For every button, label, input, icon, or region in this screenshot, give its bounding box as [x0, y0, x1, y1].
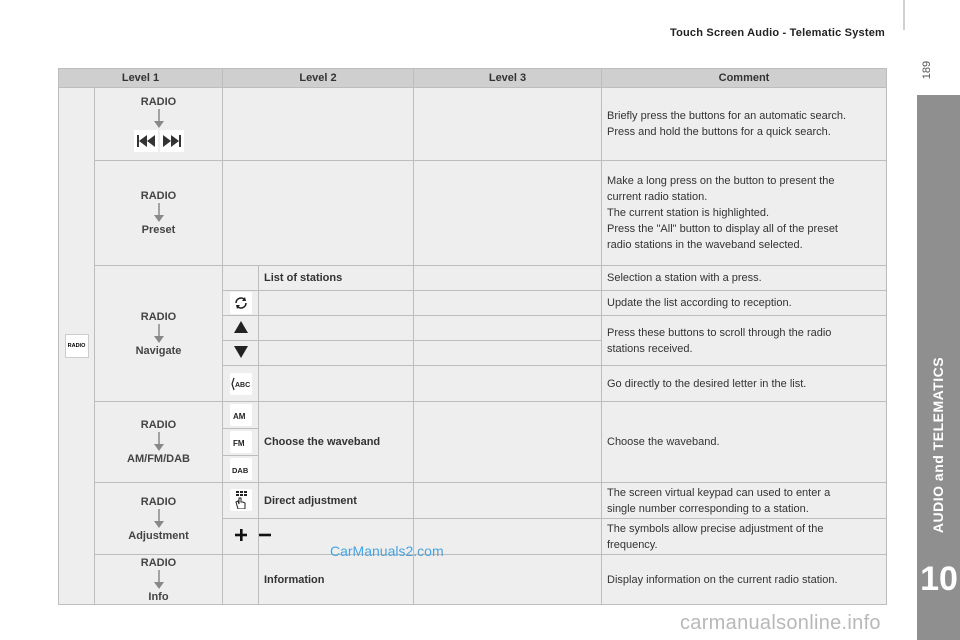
level-label-navigate: Navigate [135, 344, 182, 357]
comment-search [602, 88, 887, 161]
table-row [59, 483, 887, 519]
chapter-title [918, 340, 958, 550]
level1-radio-cell [59, 88, 95, 605]
comment-info: Display information on the current radio station. [602, 555, 887, 605]
level-search-cell [95, 88, 223, 161]
comment-line: Make a long press on the button to present the [607, 175, 835, 187]
am-band-icon[interactable] [230, 404, 252, 426]
direct-adjustment-label: Direct adjustment [259, 483, 414, 519]
level2-empty [259, 341, 414, 366]
level-label-radio: RADIO [140, 495, 177, 508]
page-header-title: Touch Screen Audio - Telematic System [669, 27, 885, 39]
radio-badge-text: RADIO [67, 343, 86, 349]
comment-line: The current station is highlighted. [607, 207, 770, 219]
arrow-down-icon [153, 509, 165, 529]
level3-empty [414, 316, 602, 341]
level-navigate-cell [95, 266, 223, 402]
level2-empty [259, 316, 414, 341]
comment-line: frequency. [607, 538, 658, 551]
level3-empty [414, 341, 602, 366]
col-header-level3: Level 3 [414, 69, 602, 88]
keypad-hand-icon[interactable] [230, 489, 252, 511]
keypad-cell [223, 483, 259, 519]
comment-line: The screen virtual keypad can used to enter a [607, 486, 831, 499]
table-row [59, 88, 887, 161]
col-header-level2: Level 2 [223, 69, 414, 88]
dab-cell [223, 456, 259, 483]
level2-empty [223, 88, 414, 161]
chapter-title-text: AUDIO and TELEMATICS [930, 356, 946, 534]
triangle-down-icon[interactable] [234, 346, 248, 358]
level-label-radio: RADIO [140, 310, 177, 323]
level-label-amfmdab: AM/FM/DAB [127, 453, 190, 465]
level3-empty [414, 555, 602, 605]
level3-empty [414, 161, 602, 266]
comment-scroll [602, 316, 887, 366]
level2-empty [223, 161, 414, 266]
table-row [59, 266, 887, 291]
comment-symbols [602, 519, 887, 555]
table-header-row [59, 69, 887, 88]
arrow-down-icon [153, 432, 165, 452]
level3-empty [414, 483, 602, 519]
comment-line: The symbols allow precise adjustment of the [607, 522, 824, 535]
abc-keyboard-icon[interactable] [230, 373, 252, 395]
comment-list: Selection a station with a press. [602, 266, 887, 291]
col-header-comment: Comment [602, 69, 887, 88]
level-label-radio: RADIO [140, 190, 177, 202]
level3-empty [414, 266, 602, 291]
triangle-up-icon[interactable] [234, 321, 248, 333]
table-row [59, 161, 887, 266]
fm-band-icon[interactable] [230, 431, 252, 453]
svg-text:AM: AM [232, 412, 245, 421]
radio-menu-table [58, 68, 887, 605]
svg-text:FM: FM [232, 439, 245, 448]
radio-source-icon [65, 334, 89, 358]
abc-cell [223, 366, 259, 402]
level-label-radio: RADIO [140, 556, 177, 569]
refresh-cell [223, 291, 259, 316]
level-label-adjustment: Adjustment [128, 529, 189, 542]
comment-update: Update the list according to reception. [602, 291, 887, 316]
footer-watermark: carmanualsonline.info [680, 612, 881, 634]
page-number: 189 [921, 60, 933, 80]
watermark: CarManuals2.com [330, 543, 444, 559]
dab-band-icon[interactable] [230, 458, 252, 480]
seek-buttons-icon [134, 130, 184, 152]
comment-line: single number corresponding to a station. [607, 502, 809, 515]
level3-empty [414, 88, 602, 161]
level-label-radio: RADIO [140, 96, 177, 108]
comment-line: Press the "All" button to display all of the preset [607, 223, 838, 235]
level2-empty [259, 291, 414, 316]
level3-empty [414, 402, 602, 483]
icon-empty [223, 266, 259, 291]
comment-line: Briefly press the buttons for an automatic search. [607, 110, 847, 122]
level-label-radio: RADIO [140, 419, 177, 431]
table-row [59, 555, 887, 605]
level-label-preset: Preset [141, 224, 176, 236]
comment-line: Press these buttons to scroll through the radio [607, 326, 832, 339]
level-band-cell [95, 402, 223, 483]
header-divider [903, 0, 905, 30]
comment-line: radio stations in the waveband selected. [607, 239, 803, 251]
arrow-down-icon [153, 203, 165, 223]
table-row [59, 402, 887, 429]
am-cell [223, 402, 259, 429]
level-preset-cell [95, 161, 223, 266]
information-label: Information [259, 555, 414, 605]
level-adjust-cell [95, 483, 223, 555]
comment-line: Press and hold the buttons for a quick search. [607, 126, 831, 138]
comment-line: stations received. [607, 342, 693, 355]
level-label-info: Info [148, 590, 169, 603]
scroll-up-cell [223, 316, 259, 341]
comment-waveband: Choose the waveband. [602, 402, 887, 483]
list-of-stations-label: List of stations [259, 266, 414, 291]
plus-minus-cell [223, 519, 259, 555]
level-info-cell [95, 555, 223, 605]
level3-empty [414, 291, 602, 316]
arrow-down-icon [153, 109, 165, 129]
minus-icon[interactable] [259, 529, 271, 541]
level3-empty [414, 366, 602, 402]
svg-text:ABC: ABC [234, 381, 250, 389]
svg-text:DAB: DAB [231, 466, 248, 475]
arrow-down-icon [153, 570, 165, 590]
comment-line: current radio station. [607, 191, 708, 203]
fm-cell [223, 429, 259, 456]
arrow-down-icon [153, 324, 165, 344]
comment-direct [602, 483, 887, 519]
refresh-icon[interactable] [230, 292, 252, 314]
level2-empty [259, 366, 414, 402]
comment-preset [602, 161, 887, 266]
choose-waveband-label: Choose the waveband [259, 402, 414, 483]
comment-abc: Go directly to the desired letter in the list. [602, 366, 887, 402]
icon-empty [223, 555, 259, 605]
scroll-down-cell [223, 341, 259, 366]
plus-icon[interactable] [235, 529, 247, 541]
col-header-level1: Level 1 [59, 69, 223, 88]
chapter-number: 10 [920, 560, 958, 598]
